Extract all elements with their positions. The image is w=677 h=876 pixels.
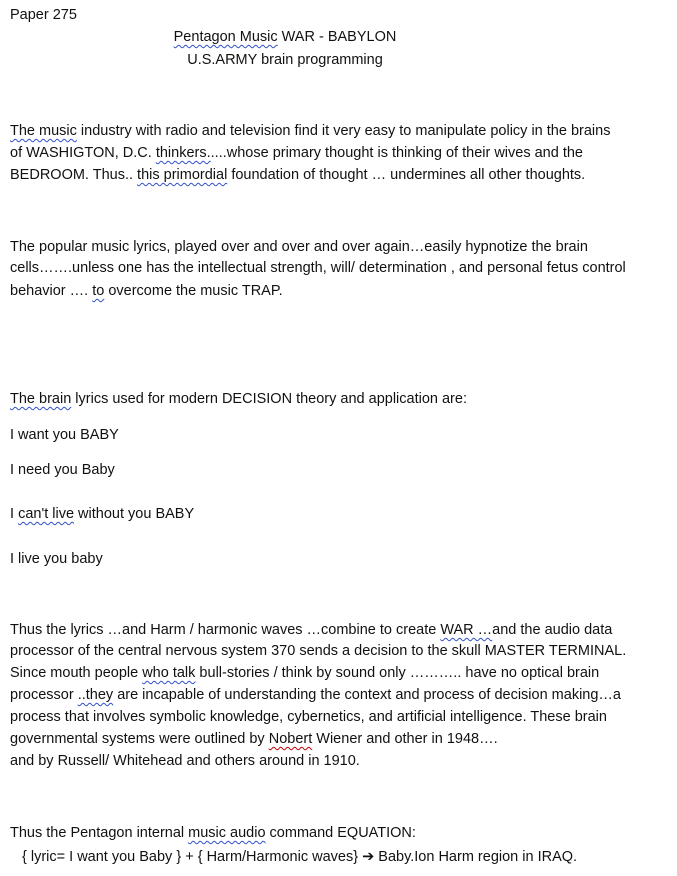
proofing-squiggle: to [92,283,105,299]
paragraph-2-line-2: cells…….unless one has the intellectual strength, will/ determination , and personal fetus control [10,260,626,276]
paragraph-1-line-3: BEDROOM. Thus.. this primordial foundation of thought … undermines all other thoughts. [10,167,586,183]
paragraph-4-line-6: governmental systems were outlined by Nobert Wiener and other in 1948…. [10,731,498,747]
lyric-line-4: I live you baby [10,551,103,567]
lyric-line-1: I want you BABY [10,427,119,443]
proofing-squiggle: music audio [188,825,266,841]
paragraph-1-line-1: The music industry with radio and television find it very easy to manipulate policy in the brains [10,123,611,139]
paragraph-2-line-1: The popular music lyrics, played over and over and over again…easily hypnotize the brain [10,239,588,255]
title-line-2: U.S.ARMY brain programming [187,52,383,68]
proofing-squiggle: Nobert [268,731,313,747]
paragraph-4-line-7: and by Russell/ Whitehead and others around in 1910. [10,753,360,769]
proofing-squiggle: who talk [142,665,196,681]
proofing-squiggle: this primordial [137,167,228,183]
equation-line: { lyric= I want you Baby } + { Harm/Harmonic waves} ➔ Baby.Ion Harm region in IRAQ. [22,849,578,865]
proofing-squiggle: Pentagon Music [173,29,278,45]
lyric-line-2: I need you Baby [10,462,115,478]
proofing-squiggle: The music [10,123,77,139]
proofing-squiggle: WAR … [440,622,493,638]
proofing-squiggle: can't live [18,506,75,522]
paper-number: Paper 275 [10,7,77,23]
lyric-line-3: I can't live without you BABY [10,506,195,522]
paragraph-4-line-4: processor ..they are incapable of understanding the context and process of decision making…a [10,687,621,703]
title-line-1: Pentagon Music WAR - BABYLON [173,29,397,45]
paragraph-4-line-3: Since mouth people who talk bull-stories / think by sound only ……….. have no optical brain [10,665,600,681]
paragraph-4-line-5: process that involves symbolic knowledge, cybernetics, and artificial intelligence. These brain [10,709,607,725]
paragraph-2-line-3: behavior …. to overcome the music TRAP. [10,283,283,299]
equation-intro: Thus the Pentagon internal music audio command EQUATION: [10,825,416,841]
proofing-squiggle: thinkers. [155,145,211,161]
paragraph-4-line-2: processor of the central nervous system 370 sends a decision to the skull MASTER TERMINAL. [10,643,627,659]
paragraph-4-line-1: Thus the lyrics …and Harm / harmonic waves …combine to create WAR …and the audio data [10,622,613,638]
lyrics-intro: The brain lyrics used for modern DECISION theory and application are: [10,391,467,407]
proofing-squiggle: ..they [77,687,114,703]
paragraph-1-line-2: of WASHIGTON, D.C. thinkers.....whose primary thought is thinking of their wives and the [10,145,583,161]
proofing-squiggle: The brain [10,391,72,407]
